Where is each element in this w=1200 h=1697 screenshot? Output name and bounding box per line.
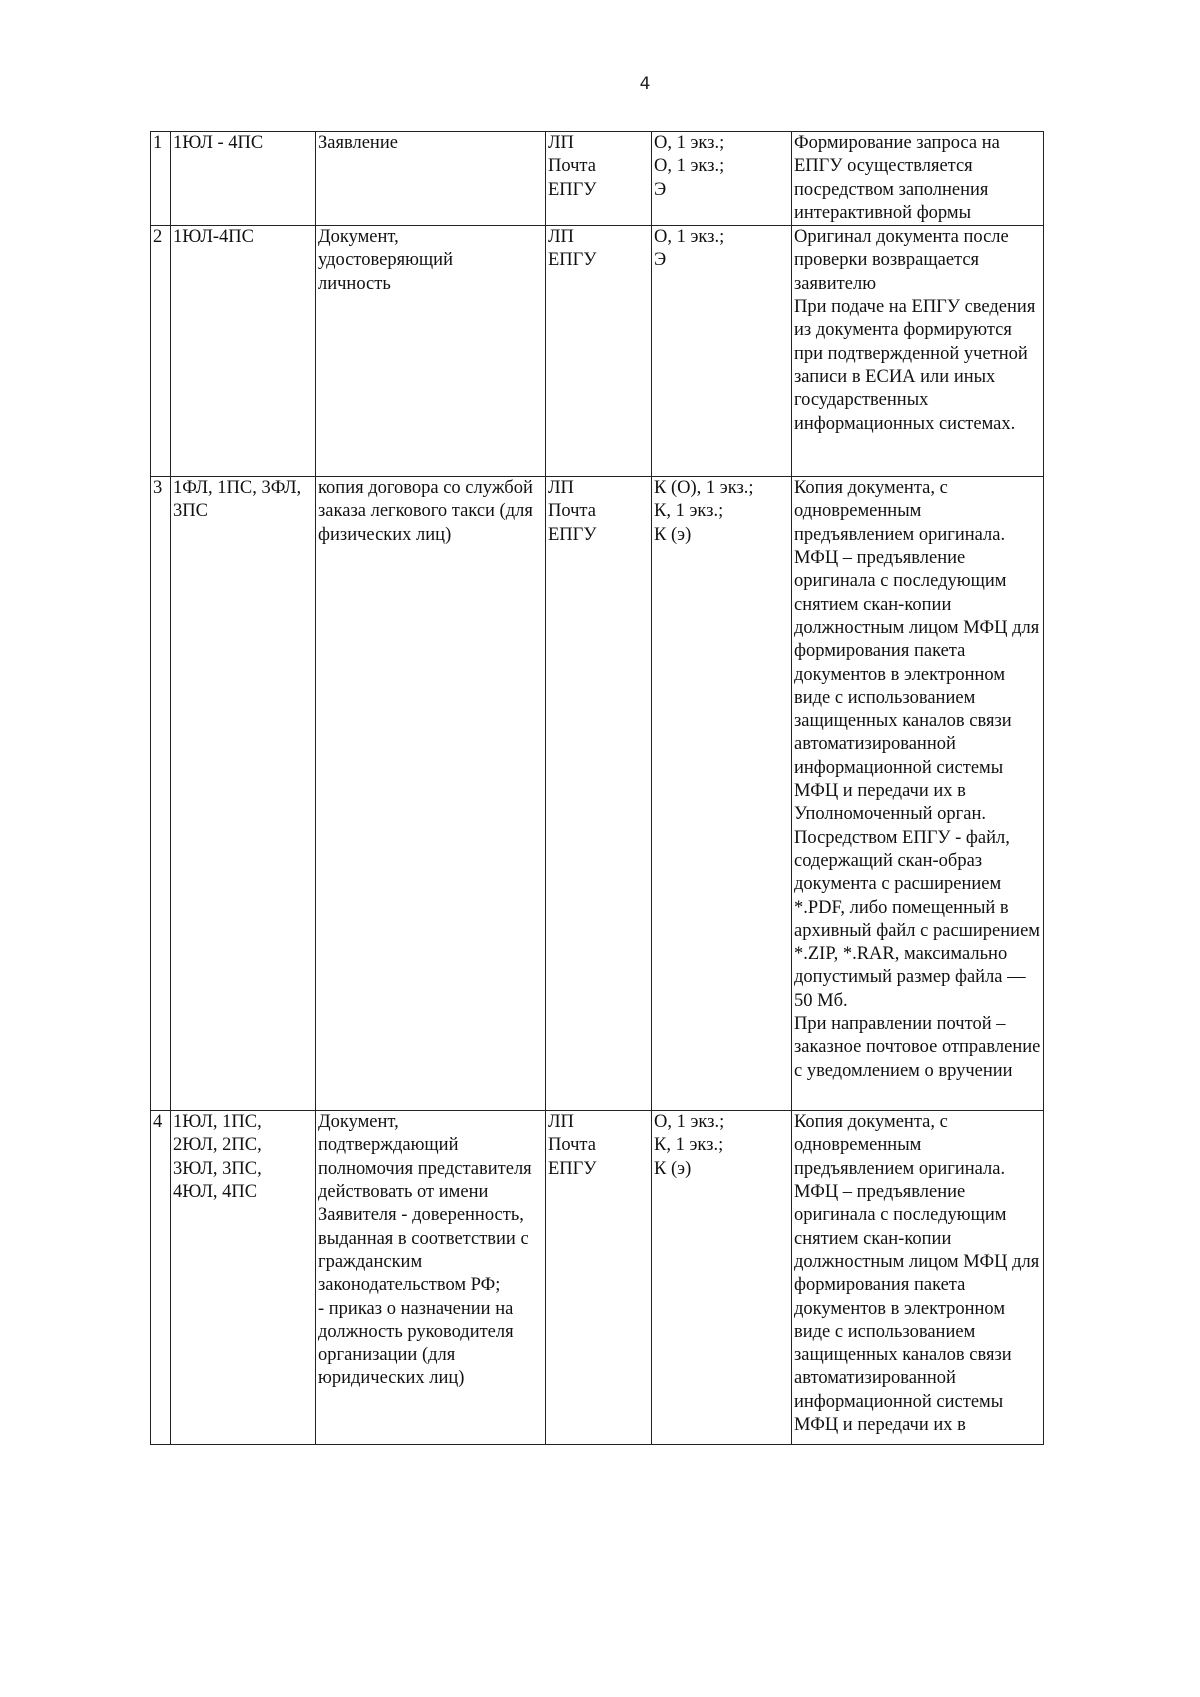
row-number: 4	[151, 1111, 171, 1445]
row-number: 3	[151, 477, 171, 1111]
table-row	[151, 226, 1044, 477]
document-name: Документ, удостоверяющий личность	[316, 226, 546, 477]
document-note: Формирование запроса на ЕПГУ осуществляется посредством заполнения интерактивной формы	[792, 132, 1044, 226]
applicant-category: 1ЮЛ - 4ПС	[171, 132, 316, 226]
page-number: 4	[639, 74, 651, 94]
document-note: Оригинал документа после проверки возвращается заявителю При подаче на ЕПГУ сведения из документа формируются при подтвержденной учетной записи в ЕСИА или иных государственных информационных системах.	[792, 226, 1044, 477]
document-form: О, 1 экз.; О, 1 экз.; Э	[652, 132, 792, 226]
applicant-category: 1ЮЛ-4ПС	[171, 226, 316, 477]
applicant-category: 1ФЛ, 1ПС, 3ФЛ, 3ПС	[171, 477, 316, 1111]
table-row	[151, 477, 1044, 1111]
document-form: О, 1 экз.; Э	[652, 226, 792, 477]
documents-table	[150, 131, 1044, 1445]
submission-method: ЛП Почта ЕПГУ	[546, 477, 652, 1111]
row-number: 2	[151, 226, 171, 477]
document-note: Копия документа, с одновременным предъявлением оригинала. МФЦ – предъявление оригинала с последующим снятием скан-копии должностным лицом МФЦ для формирования пакета документов в электронном виде с использованием защищенных каналов связи автоматизированной информационной системы МФЦ и передачи их в Уполномоченный орган. Посредством ЕПГУ - файл, содержащий скан-образ документа с расширением *.PDF, либо помещенный в архивный файл с расширением *.ZIP, *.RAR, максимально допустимый размер файла — 50 Мб. При направлении почтой – заказное почтовое отправление с уведомлением о вручении	[792, 477, 1044, 1111]
submission-method: ЛП ЕПГУ	[546, 226, 652, 477]
document-name: Заявление	[316, 132, 546, 226]
table-row	[151, 132, 1044, 226]
submission-method: ЛП Почта ЕПГУ	[546, 132, 652, 226]
table-row	[151, 1111, 1044, 1445]
applicant-category: 1ЮЛ, 1ПС, 2ЮЛ, 2ПС, 3ЮЛ, 3ПС, 4ЮЛ, 4ПС	[171, 1111, 316, 1445]
row-number: 1	[151, 132, 171, 226]
document-form: К (О), 1 экз.; К, 1 экз.; К (э)	[652, 477, 792, 1111]
document-name: Документ, подтверждающий полномочия представителя действовать от имени Заявителя - доверенность, выданная в соответствии с гражданским законодательством РФ; - приказ о назначении на должность руководителя организации (для юридических лиц)	[316, 1111, 546, 1445]
document-name: копия договора со службой заказа легкового такси (для физических лиц)	[316, 477, 546, 1111]
submission-method: ЛП Почта ЕПГУ	[546, 1111, 652, 1445]
document-form: О, 1 экз.; К, 1 экз.; К (э)	[652, 1111, 792, 1445]
document-note: Копия документа, с одновременным предъявлением оригинала. МФЦ – предъявление оригинала с последующим снятием скан-копии должностным лицом МФЦ для формирования пакета документов в электронном виде с использованием защищенных каналов связи автоматизированной информационной системы МФЦ и передачи их в	[792, 1111, 1044, 1445]
